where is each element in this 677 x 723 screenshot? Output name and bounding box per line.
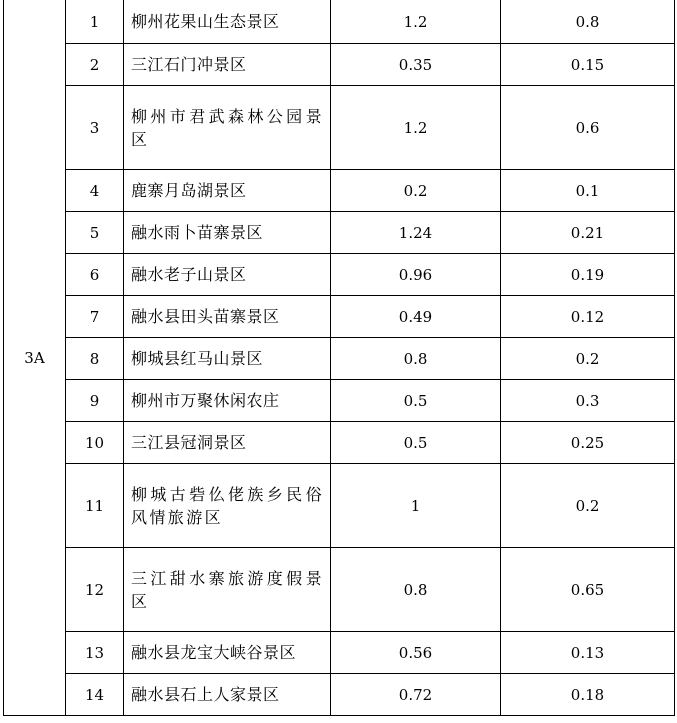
row-number: 10 [66,422,124,464]
row-number: 1 [66,0,124,44]
row-number: 7 [66,296,124,338]
value-col-2: 0.3 [501,380,675,422]
value-col-1: 0.2 [331,170,501,212]
level-cell: 3A [4,0,66,716]
scenic-name: 柳州市万聚休闲农庄 [124,380,331,422]
value-col-2: 0.1 [501,170,675,212]
row-number: 11 [66,464,124,548]
value-col-1: 0.5 [331,380,501,422]
scenic-name: 三江县冠洞景区 [124,422,331,464]
value-col-2: 0.8 [501,0,675,44]
value-col-1: 0.5 [331,422,501,464]
value-col-1: 1.2 [331,0,501,44]
table-row [4,464,675,548]
value-col-1: 0.35 [331,44,501,86]
table-row [4,0,675,44]
table-row [4,296,675,338]
table-row [4,170,675,212]
value-col-2: 0.21 [501,212,675,254]
scenic-name: 三江石门冲景区 [124,44,331,86]
row-number: 8 [66,338,124,380]
scenic-name: 融水县田头苗寨景区 [124,296,331,338]
table-row [4,674,675,716]
row-number: 13 [66,632,124,674]
scenic-name: 柳州市君武森林公园景区 [124,86,331,170]
row-number: 9 [66,380,124,422]
value-col-2: 0.25 [501,422,675,464]
scenic-name: 融水县龙宝大峡谷景区 [124,632,331,674]
table-row [4,422,675,464]
table-row [4,338,675,380]
row-number: 4 [66,170,124,212]
table-row [4,548,675,632]
value-col-1: 0.56 [331,632,501,674]
scenic-name: 融水老子山景区 [124,254,331,296]
table-row [4,632,675,674]
scenic-name: 柳州花果山生态景区 [124,0,331,44]
value-col-1: 1.24 [331,212,501,254]
value-col-1: 0.8 [331,548,501,632]
row-number: 3 [66,86,124,170]
value-col-2: 0.15 [501,44,675,86]
table-row [4,86,675,170]
table-row [4,380,675,422]
value-col-2: 0.19 [501,254,675,296]
scenic-name: 融水雨卜苗寨景区 [124,212,331,254]
row-number: 2 [66,44,124,86]
row-number: 5 [66,212,124,254]
table-row [4,212,675,254]
scenic-name: 柳城县红马山景区 [124,338,331,380]
value-col-1: 0.8 [331,338,501,380]
value-col-1: 0.49 [331,296,501,338]
scenic-name: 柳城古砦仫佬族乡民俗风情旅游区 [124,464,331,548]
scenic-name: 鹿寨月岛湖景区 [124,170,331,212]
table-row [4,44,675,86]
scenic-name: 融水县石上人家景区 [124,674,331,716]
scenic-name: 三江甜水寨旅游度假景区 [124,548,331,632]
value-col-2: 0.13 [501,632,675,674]
value-col-1: 1 [331,464,501,548]
value-col-2: 0.2 [501,338,675,380]
value-col-1: 0.96 [331,254,501,296]
row-number: 14 [66,674,124,716]
value-col-1: 0.72 [331,674,501,716]
value-col-1: 1.2 [331,86,501,170]
value-col-2: 0.12 [501,296,675,338]
value-col-2: 0.65 [501,548,675,632]
row-number: 6 [66,254,124,296]
table-row [4,254,675,296]
row-number: 12 [66,548,124,632]
value-col-2: 0.6 [501,86,675,170]
scenic-area-table [3,0,675,716]
value-col-2: 0.18 [501,674,675,716]
value-col-2: 0.2 [501,464,675,548]
